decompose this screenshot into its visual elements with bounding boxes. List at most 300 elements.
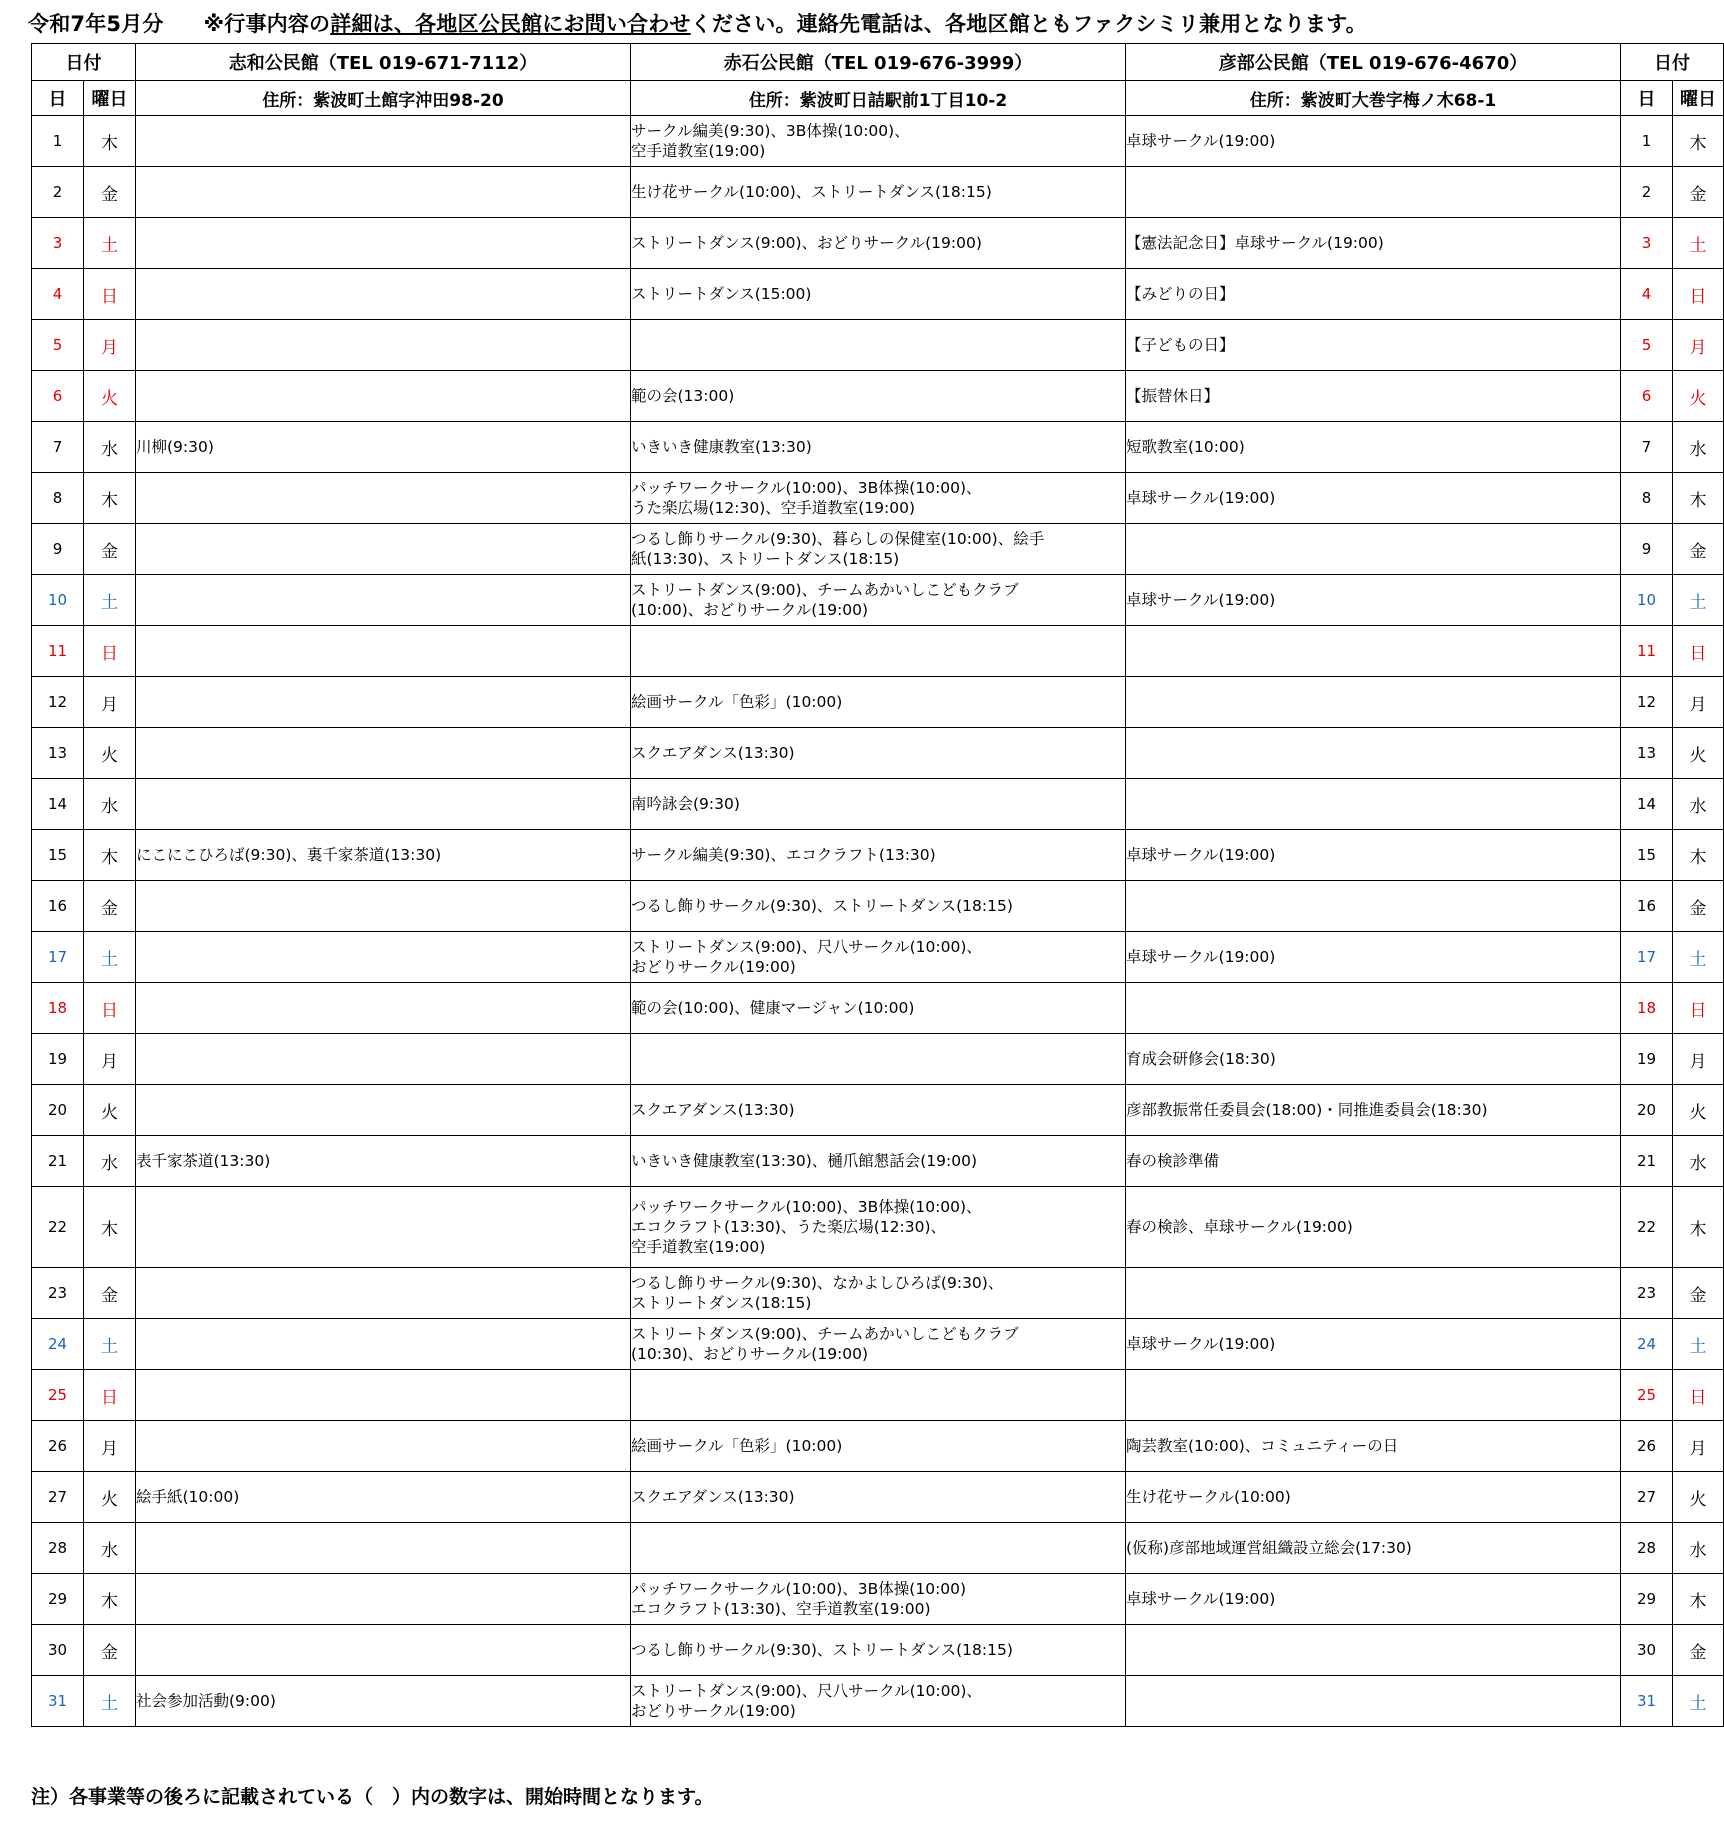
hikobe-event-line: 卓球サークル(19:00)	[1126, 1335, 1276, 1353]
shiwa-events-cell	[136, 422, 631, 473]
akaishi-events-cell	[631, 830, 1126, 881]
hikobe-events-cell	[1126, 524, 1621, 575]
shiwa-events-cell	[136, 1625, 631, 1676]
weekday-header-right: 曜日	[1673, 81, 1724, 116]
weekday: 金	[84, 1625, 136, 1676]
day-number: 23	[32, 1268, 84, 1319]
table-row	[32, 371, 1724, 422]
akaishi-event-line: つるし飾りサークル(9:30)、暮らしの保健室(10:00)、絵手	[631, 530, 1045, 548]
shiwa-events-cell	[136, 1085, 631, 1136]
day-number-right: 4	[1621, 269, 1673, 320]
weekday: 土	[84, 218, 136, 269]
akaishi-events-cell	[631, 524, 1126, 575]
day-number: 26	[32, 1421, 84, 1472]
day-number: 20	[32, 1085, 84, 1136]
table-row	[32, 1187, 1724, 1268]
hikobe-events-cell	[1126, 1625, 1621, 1676]
hikobe-event-line: 卓球サークル(19:00)	[1126, 1590, 1276, 1608]
akaishi-events-cell	[631, 677, 1126, 728]
shiwa-events-cell	[136, 1319, 631, 1370]
weekday: 金	[84, 524, 136, 575]
weekday-right: 土	[1673, 218, 1724, 269]
table-row	[32, 1676, 1724, 1727]
schedule-body	[32, 116, 1724, 1727]
header-note-lead: ※行事内容の	[203, 12, 331, 36]
weekday: 火	[84, 1085, 136, 1136]
day-number: 14	[32, 779, 84, 830]
day-number-right: 15	[1621, 830, 1673, 881]
page-header	[28, 8, 1367, 40]
weekday: 日	[84, 626, 136, 677]
shiwa-events-cell	[136, 626, 631, 677]
day-number: 27	[32, 1472, 84, 1523]
weekday: 月	[84, 1421, 136, 1472]
day-number-right: 8	[1621, 473, 1673, 524]
akaishi-events-cell	[631, 1574, 1126, 1625]
table-row	[32, 779, 1724, 830]
day-number-right: 19	[1621, 1034, 1673, 1085]
hikobe-events-cell	[1126, 422, 1621, 473]
day-number-right: 3	[1621, 218, 1673, 269]
day-number: 25	[32, 1370, 84, 1421]
weekday: 木	[84, 1187, 136, 1268]
hikobe-events-cell	[1126, 1085, 1621, 1136]
weekday: 金	[84, 1268, 136, 1319]
day-number: 2	[32, 167, 84, 218]
header-month: 令和7年5月分	[28, 12, 164, 36]
akaishi-events-cell	[631, 1136, 1126, 1187]
weekday: 月	[84, 320, 136, 371]
day-number-right: 10	[1621, 575, 1673, 626]
akaishi-events-cell	[631, 371, 1126, 422]
weekday-right: 火	[1673, 728, 1724, 779]
hikobe-event-line: 卓球サークル(19:00)	[1126, 489, 1276, 507]
akaishi-event-line: おどりサークル(19:00)	[631, 1702, 796, 1720]
day-number-right: 13	[1621, 728, 1673, 779]
akaishi-event-line: いきいき健康教室(13:30)	[631, 438, 812, 456]
shiwa-events-cell	[136, 830, 631, 881]
table-row	[32, 524, 1724, 575]
akaishi-event-line: いきいき健康教室(13:30)、樋爪館懇話会(19:00)	[631, 1152, 978, 1170]
akaishi-event-line: スクエアダンス(13:30)	[631, 744, 795, 762]
weekday-right: 月	[1673, 1421, 1724, 1472]
table-row	[32, 1370, 1724, 1421]
day-number-right: 28	[1621, 1523, 1673, 1574]
day-number-right: 12	[1621, 677, 1673, 728]
weekday-right: 日	[1673, 269, 1724, 320]
akaishi-events-cell	[631, 1268, 1126, 1319]
header-note-underlined: 詳細は、各地区公民館にお問い合わせ	[330, 12, 691, 36]
hikobe-events-cell	[1126, 1370, 1621, 1421]
weekday: 水	[84, 779, 136, 830]
table-row	[32, 881, 1724, 932]
hikobe-events-cell	[1126, 1676, 1621, 1727]
weekday: 土	[84, 1319, 136, 1370]
day-number-right: 6	[1621, 371, 1673, 422]
weekday-right: 水	[1673, 422, 1724, 473]
hikobe-events-cell	[1126, 677, 1621, 728]
akaishi-events-cell	[631, 422, 1126, 473]
day-number: 18	[32, 983, 84, 1034]
day-number: 5	[32, 320, 84, 371]
table-row	[32, 677, 1724, 728]
weekday: 月	[84, 677, 136, 728]
table-row	[32, 932, 1724, 983]
weekday: 金	[84, 167, 136, 218]
shiwa-events-cell	[136, 524, 631, 575]
hikobe-event-line: 卓球サークル(19:00)	[1126, 132, 1276, 150]
hikobe-event-line: 【子どもの日】	[1126, 336, 1235, 354]
shiwa-events-cell	[136, 1676, 631, 1727]
akaishi-event-line: つるし飾りサークル(9:30)、なかよしひろば(9:30)、	[631, 1274, 1004, 1292]
day-number: 19	[32, 1034, 84, 1085]
weekday-right: 木	[1673, 116, 1724, 167]
hikobe-event-line: 卓球サークル(19:00)	[1126, 591, 1276, 609]
weekday-right: 金	[1673, 524, 1724, 575]
shiwa-events-cell	[136, 116, 631, 167]
weekday: 火	[84, 728, 136, 779]
shiwa-events-cell	[136, 779, 631, 830]
shiwa-center-address: 住所：紫波町土館字沖田98-20	[136, 81, 631, 116]
hikobe-events-cell	[1126, 167, 1621, 218]
table-row	[32, 1319, 1724, 1370]
hikobe-events-cell	[1126, 1187, 1621, 1268]
hikobe-events-cell	[1126, 320, 1621, 371]
day-number: 9	[32, 524, 84, 575]
day-number: 11	[32, 626, 84, 677]
hikobe-event-line: 【憲法記念日】卓球サークル(19:00)	[1126, 234, 1384, 252]
weekday: 水	[84, 1523, 136, 1574]
day-number-right: 17	[1621, 932, 1673, 983]
day-number-right: 26	[1621, 1421, 1673, 1472]
day-number-right: 7	[1621, 422, 1673, 473]
date-group-header-right: 日付	[1621, 44, 1724, 81]
shiwa-events-cell	[136, 473, 631, 524]
akaishi-event-line: 絵画サークル「色彩」(10:00)	[631, 693, 843, 711]
table-row	[32, 1085, 1724, 1136]
hikobe-events-cell	[1126, 779, 1621, 830]
table-row	[32, 983, 1724, 1034]
day-number-right: 31	[1621, 1676, 1673, 1727]
day-number: 13	[32, 728, 84, 779]
akaishi-events-cell	[631, 320, 1126, 371]
day-number: 3	[32, 218, 84, 269]
akaishi-events-cell	[631, 1370, 1126, 1421]
akaishi-events-cell	[631, 218, 1126, 269]
akaishi-events-cell	[631, 932, 1126, 983]
weekday: 土	[84, 575, 136, 626]
akaishi-event-line: ストリートダンス(9:00)、尺八サークル(10:00)、	[631, 1682, 982, 1700]
weekday-right: 月	[1673, 1034, 1724, 1085]
day-number: 1	[32, 116, 84, 167]
akaishi-event-line: つるし飾りサークル(9:30)、ストリートダンス(18:15)	[631, 897, 1013, 915]
weekday-right: 水	[1673, 1136, 1724, 1187]
weekday-right: 土	[1673, 932, 1724, 983]
hikobe-events-cell	[1126, 1472, 1621, 1523]
akaishi-event-line: 紙(13:30)、ストリートダンス(18:15)	[631, 550, 900, 568]
hikobe-event-line: (仮称)彦部地域運営組織設立総会(17:30)	[1126, 1539, 1412, 1557]
hikobe-events-cell	[1126, 473, 1621, 524]
day-number-right: 9	[1621, 524, 1673, 575]
day-number-right: 14	[1621, 779, 1673, 830]
day-number: 12	[32, 677, 84, 728]
table-row	[32, 1268, 1724, 1319]
shiwa-event-line: 川柳(9:30)	[136, 438, 214, 456]
weekday: 水	[84, 1136, 136, 1187]
weekday: 金	[84, 881, 136, 932]
shiwa-events-cell	[136, 575, 631, 626]
hikobe-events-cell	[1126, 626, 1621, 677]
akaishi-events-cell	[631, 1085, 1126, 1136]
akaishi-events-cell	[631, 1472, 1126, 1523]
hikobe-event-line: 卓球サークル(19:00)	[1126, 948, 1276, 966]
day-number-right: 24	[1621, 1319, 1673, 1370]
weekday-right: 水	[1673, 779, 1724, 830]
akaishi-events-cell	[631, 1421, 1126, 1472]
shiwa-events-cell	[136, 320, 631, 371]
weekday-right: 金	[1673, 881, 1724, 932]
weekday-right: 金	[1673, 1268, 1724, 1319]
akaishi-events-cell	[631, 983, 1126, 1034]
table-row	[32, 728, 1724, 779]
day-number: 8	[32, 473, 84, 524]
shiwa-events-cell	[136, 1421, 631, 1472]
shiwa-event-line: 絵手紙(10:00)	[136, 1488, 240, 1506]
hikobe-events-cell	[1126, 269, 1621, 320]
akaishi-events-cell	[631, 575, 1126, 626]
akaishi-event-line: (10:00)、おどりサークル(19:00)	[631, 601, 869, 619]
akaishi-event-line: ストリートダンス(9:00)、尺八サークル(10:00)、	[631, 938, 982, 956]
hikobe-events-cell	[1126, 728, 1621, 779]
shiwa-events-cell	[136, 269, 631, 320]
weekday-right: 土	[1673, 1319, 1724, 1370]
akaishi-event-line: サークル編美(9:30)、3B体操(10:00)、	[631, 122, 910, 140]
header-note-tail: ください。連絡先電話は、各地区館ともファクシミリ兼用となります。	[690, 12, 1367, 36]
day-number-right: 29	[1621, 1574, 1673, 1625]
akaishi-event-line: つるし飾りサークル(9:30)、ストリートダンス(18:15)	[631, 1641, 1013, 1659]
hikobe-events-cell	[1126, 218, 1621, 269]
table-row	[32, 116, 1724, 167]
day-number-right: 20	[1621, 1085, 1673, 1136]
day-number: 31	[32, 1676, 84, 1727]
hikobe-event-line: 【みどりの日】	[1126, 285, 1235, 303]
akaishi-event-line: 空手道教室(19:00)	[631, 1238, 766, 1256]
weekday-right: 火	[1673, 371, 1724, 422]
shiwa-events-cell	[136, 371, 631, 422]
day-number-right: 27	[1621, 1472, 1673, 1523]
table-row	[32, 218, 1724, 269]
weekday: 木	[84, 116, 136, 167]
hikobe-events-cell	[1126, 116, 1621, 167]
akaishi-event-line: うた楽広場(12:30)、空手道教室(19:00)	[631, 499, 916, 517]
shiwa-center-name: 志和公民館（TEL 019-671-7112）	[136, 44, 631, 81]
akaishi-center-address: 住所：紫波町日詰駅前1丁目10-2	[631, 81, 1126, 116]
day-number-right: 25	[1621, 1370, 1673, 1421]
footnote: 注）各事業等の後ろに記載されている（ ）内の数字は、開始時間となります。	[31, 1786, 714, 1808]
weekday-right: 木	[1673, 830, 1724, 881]
table-row	[32, 1523, 1724, 1574]
day-number-right: 22	[1621, 1187, 1673, 1268]
akaishi-event-line: ストリートダンス(18:15)	[631, 1294, 812, 1312]
day-number-right: 1	[1621, 116, 1673, 167]
weekday-right: 土	[1673, 1676, 1724, 1727]
table-row	[32, 575, 1724, 626]
akaishi-events-cell	[631, 1523, 1126, 1574]
akaishi-center-name: 赤石公民館（TEL 019-676-3999）	[631, 44, 1126, 81]
akaishi-events-cell	[631, 1319, 1126, 1370]
hikobe-event-line: 生け花サークル(10:00)	[1126, 1488, 1291, 1506]
akaishi-events-cell	[631, 116, 1126, 167]
weekday: 土	[84, 1676, 136, 1727]
hikobe-event-line: 陶芸教室(10:00)、コミュニティーの日	[1126, 1437, 1399, 1455]
day-number-right: 5	[1621, 320, 1673, 371]
akaishi-event-line: サークル編美(9:30)、エコクラフト(13:30)	[631, 846, 936, 864]
akaishi-event-line: 南吟詠会(9:30)	[631, 795, 740, 813]
day-number-right: 23	[1621, 1268, 1673, 1319]
day-number-right: 2	[1621, 167, 1673, 218]
akaishi-event-line: パッチワークサークル(10:00)、3B体操(10:00)	[631, 1580, 967, 1598]
akaishi-events-cell	[631, 779, 1126, 830]
weekday-right: 火	[1673, 1472, 1724, 1523]
hikobe-event-line: 短歌教室(10:00)	[1126, 438, 1245, 456]
day-number: 22	[32, 1187, 84, 1268]
akaishi-events-cell	[631, 1676, 1126, 1727]
shiwa-event-line: 表千家茶道(13:30)	[136, 1152, 271, 1170]
day-header-right: 日	[1621, 81, 1673, 116]
weekday: 日	[84, 269, 136, 320]
akaishi-event-line: エコクラフト(13:30)、うた楽広場(12:30)、	[631, 1218, 947, 1236]
table-row	[32, 1472, 1724, 1523]
akaishi-events-cell	[631, 728, 1126, 779]
weekday: 火	[84, 1472, 136, 1523]
akaishi-events-cell	[631, 167, 1126, 218]
akaishi-event-line: ストリートダンス(9:00)、おどりサークル(19:00)	[631, 234, 982, 252]
day-number-right: 30	[1621, 1625, 1673, 1676]
shiwa-events-cell	[136, 1268, 631, 1319]
shiwa-events-cell	[136, 1136, 631, 1187]
weekday: 日	[84, 983, 136, 1034]
day-number: 29	[32, 1574, 84, 1625]
shiwa-events-cell	[136, 167, 631, 218]
weekday-right: 月	[1673, 320, 1724, 371]
akaishi-event-line: 範の会(13:00)	[631, 387, 735, 405]
table-row	[32, 1034, 1724, 1085]
weekday: 月	[84, 1034, 136, 1085]
shiwa-events-cell	[136, 728, 631, 779]
weekday-right: 金	[1673, 1625, 1724, 1676]
akaishi-event-line: ストリートダンス(15:00)	[631, 285, 812, 303]
akaishi-event-line: ストリートダンス(9:00)、チームあかいしこどもクラブ	[631, 581, 1019, 599]
day-number: 4	[32, 269, 84, 320]
weekday-right: 月	[1673, 677, 1724, 728]
table-row	[32, 422, 1724, 473]
table-row	[32, 1574, 1724, 1625]
day-number: 24	[32, 1319, 84, 1370]
weekday-right: 日	[1673, 1370, 1724, 1421]
table-row	[32, 473, 1724, 524]
schedule-table	[31, 43, 1724, 1727]
weekday: 火	[84, 371, 136, 422]
akaishi-event-line: 絵画サークル「色彩」(10:00)	[631, 1437, 843, 1455]
day-number-right: 16	[1621, 881, 1673, 932]
akaishi-events-cell	[631, 1187, 1126, 1268]
akaishi-event-line: エコクラフト(13:30)、空手道教室(19:00)	[631, 1600, 931, 1618]
hikobe-events-cell	[1126, 1268, 1621, 1319]
akaishi-events-cell	[631, 1625, 1126, 1676]
weekday-right: 木	[1673, 473, 1724, 524]
akaishi-events-cell	[631, 1034, 1126, 1085]
akaishi-event-line: パッチワークサークル(10:00)、3B体操(10:00)、	[631, 1198, 982, 1216]
day-number: 21	[32, 1136, 84, 1187]
day-number-right: 21	[1621, 1136, 1673, 1187]
table-row	[32, 626, 1724, 677]
weekday-right: 日	[1673, 626, 1724, 677]
hikobe-event-line: 彦部教振常任委員会(18:00)・同推進委員会(18:30)	[1126, 1101, 1488, 1119]
weekday-right: 金	[1673, 167, 1724, 218]
weekday-right: 木	[1673, 1574, 1724, 1625]
table-row	[32, 269, 1724, 320]
shiwa-events-cell	[136, 1370, 631, 1421]
akaishi-event-line: 範の会(10:00)、健康マージャン(10:00)	[631, 999, 915, 1017]
hikobe-events-cell	[1126, 881, 1621, 932]
weekday: 木	[84, 473, 136, 524]
shiwa-events-cell	[136, 1574, 631, 1625]
hikobe-event-line: 【振替休日】	[1126, 387, 1220, 405]
day-number: 30	[32, 1625, 84, 1676]
weekday-header-left: 曜日	[84, 81, 136, 116]
weekday-right: 水	[1673, 1523, 1724, 1574]
day-number: 15	[32, 830, 84, 881]
hikobe-events-cell	[1126, 830, 1621, 881]
hikobe-events-cell	[1126, 575, 1621, 626]
shiwa-events-cell	[136, 1472, 631, 1523]
weekday-right: 火	[1673, 1085, 1724, 1136]
akaishi-event-line: スクエアダンス(13:30)	[631, 1488, 795, 1506]
shiwa-events-cell	[136, 218, 631, 269]
shiwa-event-line: にこにこひろば(9:30)、裏千家茶道(13:30)	[136, 846, 442, 864]
table-row	[32, 1625, 1724, 1676]
table-row	[32, 1136, 1724, 1187]
day-number: 6	[32, 371, 84, 422]
hikobe-events-cell	[1126, 1421, 1621, 1472]
day-number: 7	[32, 422, 84, 473]
day-number: 16	[32, 881, 84, 932]
hikobe-events-cell	[1126, 1136, 1621, 1187]
hikobe-events-cell	[1126, 983, 1621, 1034]
day-number-right: 18	[1621, 983, 1673, 1034]
akaishi-events-cell	[631, 881, 1126, 932]
shiwa-events-cell	[136, 932, 631, 983]
weekday-right: 日	[1673, 983, 1724, 1034]
table-row	[32, 320, 1724, 371]
shiwa-events-cell	[136, 1523, 631, 1574]
akaishi-events-cell	[631, 473, 1126, 524]
hikobe-events-cell	[1126, 1034, 1621, 1085]
day-number: 28	[32, 1523, 84, 1574]
weekday: 木	[84, 830, 136, 881]
table-row	[32, 830, 1724, 881]
hikobe-event-line: 育成会研修会(18:30)	[1126, 1050, 1276, 1068]
date-group-header-left: 日付	[32, 44, 136, 81]
weekday: 水	[84, 422, 136, 473]
hikobe-event-line: 春の検診準備	[1126, 1152, 1220, 1170]
day-header-left: 日	[32, 81, 84, 116]
weekday-right: 土	[1673, 575, 1724, 626]
hikobe-event-line: 春の検診、卓球サークル(19:00)	[1126, 1218, 1353, 1236]
akaishi-event-line: おどりサークル(19:00)	[631, 958, 796, 976]
akaishi-event-line: ストリートダンス(9:00)、チームあかいしこどもクラブ	[631, 1325, 1019, 1343]
akaishi-event-line: 生け花サークル(10:00)、ストリートダンス(18:15)	[631, 183, 992, 201]
